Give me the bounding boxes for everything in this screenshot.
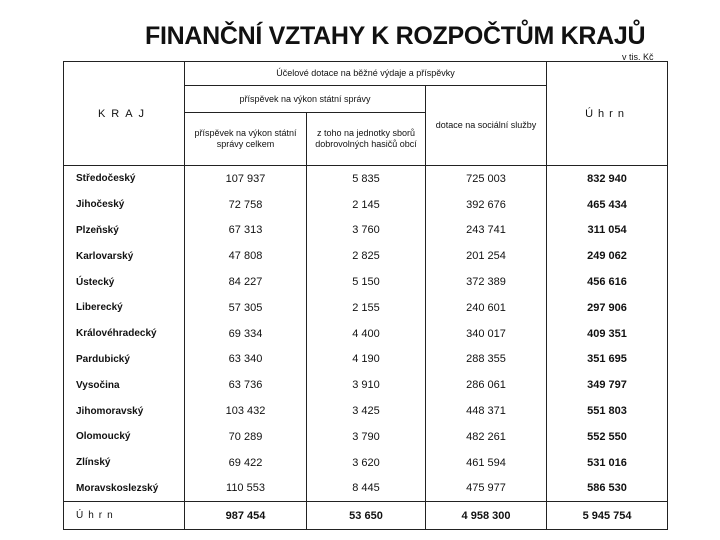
prispevek-value: 103 432 bbox=[185, 398, 307, 424]
kraj-name: Karlovarský bbox=[64, 243, 185, 269]
hasici-value: 2 145 bbox=[307, 192, 426, 218]
prispevek-header: příspěvek na výkon státní správy celkem bbox=[185, 113, 307, 166]
hasici-value: 3 790 bbox=[307, 424, 426, 450]
hasici-value: 4 400 bbox=[307, 321, 426, 347]
total-row bbox=[64, 502, 668, 530]
table-row bbox=[64, 372, 668, 398]
socialni-value: 725 003 bbox=[426, 166, 547, 192]
uhrn-value: 465 434 bbox=[547, 192, 668, 218]
page-title: FINANČNÍ VZTAHY K ROZPOČTŮM KRAJŮ bbox=[145, 22, 646, 50]
prispevek-value: 69 334 bbox=[185, 321, 307, 347]
table-row bbox=[64, 192, 668, 218]
hasici-value: 3 425 bbox=[307, 398, 426, 424]
hasici-value: 4 190 bbox=[307, 347, 426, 373]
table-row bbox=[64, 424, 668, 450]
kraj-name: Středočeský bbox=[64, 166, 185, 192]
uhrn-value: 551 803 bbox=[547, 398, 668, 424]
uhrn-value: 531 016 bbox=[547, 450, 668, 476]
kraj-name: Vysočina bbox=[64, 372, 185, 398]
socialni-value: 392 676 bbox=[426, 192, 547, 218]
prispevek-value: 63 736 bbox=[185, 372, 307, 398]
hasici-value: 8 445 bbox=[307, 476, 426, 502]
unit-label: v tis. Kč bbox=[622, 52, 654, 62]
kraj-name: Plzeňský bbox=[64, 218, 185, 244]
socialni-value: 288 355 bbox=[426, 347, 547, 373]
subgroup-header: příspěvek na výkon státní správy bbox=[185, 86, 426, 113]
prispevek-value: 57 305 bbox=[185, 295, 307, 321]
socialni-value: 340 017 bbox=[426, 321, 547, 347]
total-header: Úhrn bbox=[547, 62, 668, 166]
hasici-value: 3 620 bbox=[307, 450, 426, 476]
uhrn-value: 586 530 bbox=[547, 476, 668, 502]
kraj-name: Moravskoslezský bbox=[64, 476, 185, 502]
socialni-value: 243 741 bbox=[426, 218, 547, 244]
uhrn-value: 409 351 bbox=[547, 321, 668, 347]
kraj-name: Jihomoravský bbox=[64, 398, 185, 424]
hasici-value: 2 155 bbox=[307, 295, 426, 321]
social-header: dotace na sociální služby bbox=[426, 86, 547, 166]
hasici-value: 2 825 bbox=[307, 243, 426, 269]
prispevek-value: 84 227 bbox=[185, 269, 307, 295]
kraj-name: Královéhradecký bbox=[64, 321, 185, 347]
prispevek-value: 110 553 bbox=[185, 476, 307, 502]
kraj-name: Olomoucký bbox=[64, 424, 185, 450]
prispevek-value: 70 289 bbox=[185, 424, 307, 450]
prispevek-value: 47 808 bbox=[185, 243, 307, 269]
kraj-name: Zlínský bbox=[64, 450, 185, 476]
socialni-value: 201 254 bbox=[426, 243, 547, 269]
table-row bbox=[64, 295, 668, 321]
table-row bbox=[64, 321, 668, 347]
kraj-header: KRAJ bbox=[64, 62, 185, 166]
table-row bbox=[64, 450, 668, 476]
kraj-name: Ústecký bbox=[64, 269, 185, 295]
total-label: Úhrn bbox=[64, 502, 185, 530]
kraj-name: Jihočeský bbox=[64, 192, 185, 218]
hasici-value: 3 910 bbox=[307, 372, 426, 398]
kraj-name: Pardubický bbox=[64, 347, 185, 373]
hasici-header: z toho na jednotky sborů dobrovolných hasičů obcí bbox=[307, 113, 426, 166]
group-header: Účelové dotace na běžné výdaje a příspěvky bbox=[185, 62, 547, 86]
uhrn-value: 552 550 bbox=[547, 424, 668, 450]
socialni-value: 461 594 bbox=[426, 450, 547, 476]
hasici-value: 5 835 bbox=[307, 166, 426, 192]
table-row bbox=[64, 476, 668, 502]
prispevek-value: 69 422 bbox=[185, 450, 307, 476]
uhrn-value: 456 616 bbox=[547, 269, 668, 295]
uhrn-value: 349 797 bbox=[547, 372, 668, 398]
hasici-value: 5 150 bbox=[307, 269, 426, 295]
socialni-value: 482 261 bbox=[426, 424, 547, 450]
total-socialni: 4 958 300 bbox=[426, 502, 547, 530]
socialni-value: 372 389 bbox=[426, 269, 547, 295]
socialni-value: 240 601 bbox=[426, 295, 547, 321]
prispevek-value: 107 937 bbox=[185, 166, 307, 192]
prispevek-value: 72 758 bbox=[185, 192, 307, 218]
total-uhrn: 5 945 754 bbox=[547, 502, 668, 530]
uhrn-value: 832 940 bbox=[547, 166, 668, 192]
total-prispevek: 987 454 bbox=[185, 502, 307, 530]
prispevek-value: 67 313 bbox=[185, 218, 307, 244]
hasici-value: 3 760 bbox=[307, 218, 426, 244]
uhrn-value: 311 054 bbox=[547, 218, 668, 244]
table-row bbox=[64, 218, 668, 244]
table-row bbox=[64, 347, 668, 373]
uhrn-value: 297 906 bbox=[547, 295, 668, 321]
socialni-value: 286 061 bbox=[426, 372, 547, 398]
table-row bbox=[64, 243, 668, 269]
table-row bbox=[64, 166, 668, 192]
kraj-name: Liberecký bbox=[64, 295, 185, 321]
table-row bbox=[64, 269, 668, 295]
uhrn-value: 351 695 bbox=[547, 347, 668, 373]
uhrn-value: 249 062 bbox=[547, 243, 668, 269]
finance-table bbox=[63, 61, 668, 530]
table-row bbox=[64, 398, 668, 424]
prispevek-value: 63 340 bbox=[185, 347, 307, 373]
socialni-value: 448 371 bbox=[426, 398, 547, 424]
socialni-value: 475 977 bbox=[426, 476, 547, 502]
total-hasici: 53 650 bbox=[307, 502, 426, 530]
